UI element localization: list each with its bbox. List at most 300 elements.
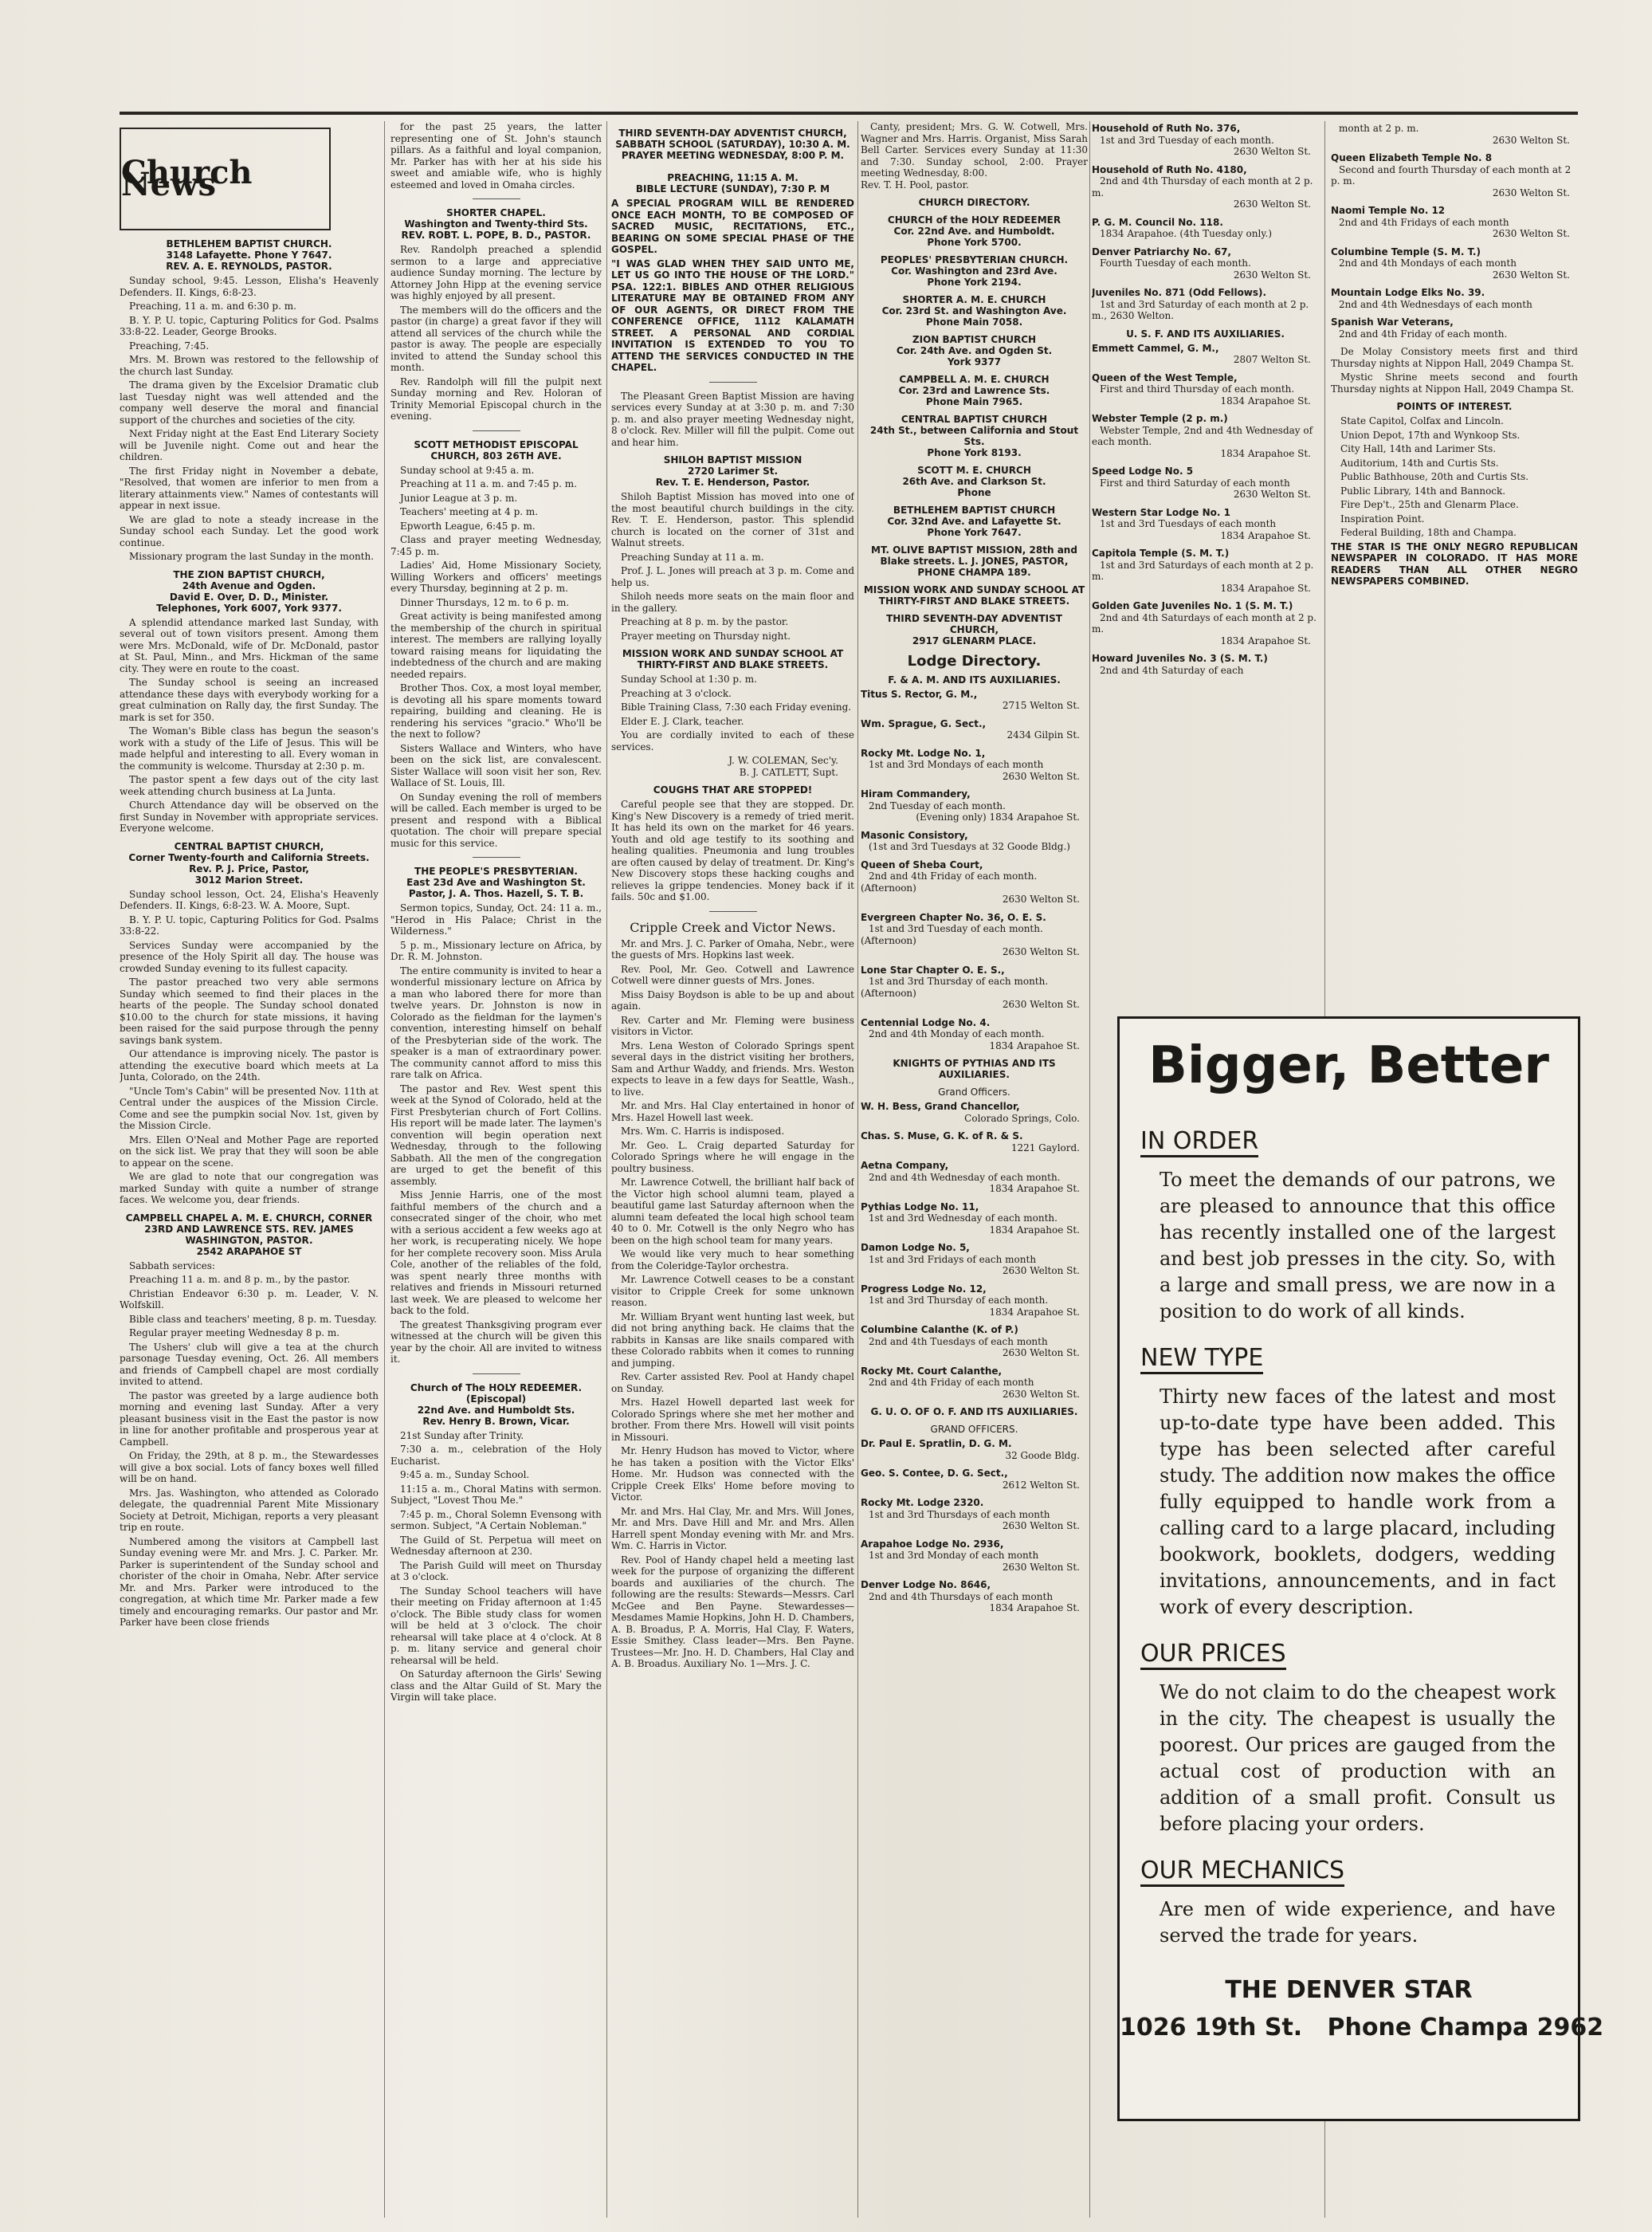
lodge-name: Arapahoe Lodge No. 2936,	[861, 1538, 1004, 1550]
lodge-name: Masonic Consistory,	[861, 829, 968, 841]
lodge-name: Aetna Company,	[861, 1160, 949, 1171]
ad-heading-our-prices: OUR PRICES	[1140, 1640, 1286, 1670]
lodge-address: 1834 Arapahoe St.	[989, 1602, 1080, 1613]
paragraph: Junior League at 3 p. m.	[400, 492, 518, 504]
paragraph: Public Bathhouse, 20th and Curtis Sts.	[1340, 471, 1529, 482]
central-body	[120, 889, 379, 1206]
paragraph: State Capitol, Colfax and Lincoln.	[1340, 415, 1504, 426]
temple-lodges	[1331, 123, 1578, 340]
lodge-entry	[1092, 246, 1319, 281]
shiloh-body	[611, 491, 854, 642]
paragraph: 11:15 a. m., Choral Matins with sermon. Subject, "Lovest Thou Me."	[390, 1483, 602, 1506]
lodge-entry	[861, 1242, 1088, 1277]
paragraph: Rev. Pool of Handy chapel held a meeting last week for the purpose of organizing the different boards and auxiliaries of the church. The following are the results: Stewards—Messrs. Carl McGee and Ben Payne. Stewardesses—Mesdames Mamie Hopkins, John H. D. Chambers, A. B. Broadus, P. A. Morris, Hal Clay, F. Waters, Essie Smithey. Class leader—Mrs. Ben Payne. Trustees—Mr. Jno. H. D. Chambers, Hal Clay and A. B. Broadus. Auxiliary No. 1—Mrs. J. C.	[611, 1554, 854, 1669]
lodge-name: Damon Lodge No. 5,	[861, 1242, 970, 1253]
paragraph: Rev. Randolph preached a splendid sermon to a large and appreciative audience Sunday morning. The lecture by Attorney John Hipp at the evening service was highly enjoyed by all present.	[390, 244, 602, 301]
paragraph: Sunday school at 9:45 a. m.	[400, 464, 535, 476]
lodge-entry	[1331, 152, 1578, 198]
paragraph: Mrs. M. Brown was restored to the fellowship of the church last Sunday.	[120, 354, 379, 377]
lodge-name: Queen Elizabeth Temple No. 8	[1331, 152, 1493, 163]
kp-subheading: Grand Officers.	[938, 1087, 1010, 1098]
lodge-schedule: 2nd and 4th Friday of each month.	[1339, 328, 1508, 340]
kp-heading: KNIGHTS OF PYTHIAS AND ITS AUXILIARIES.	[893, 1058, 1056, 1080]
separator	[473, 1373, 520, 1374]
lodge-schedule: 1st and 3rd Thursday of each month.	[869, 1295, 1049, 1306]
lodge-address: 1834 Arapahoe St.	[1220, 529, 1311, 541]
lodge-entry	[861, 1324, 1088, 1359]
lodge-schedule: 1834 Arapahoe. (4th Tuesday only.)	[1100, 228, 1273, 239]
paragraph: Mr. Lawrence Cotwell, the brilliant half back of the Victor high school alumni team, played a beautiful game last Saturday afternoon when the alumni team defeated the local high school team 40 to 0. Mr. Cotwell is the only Negro who has been on the high school team for many years.	[611, 1177, 854, 1246]
lodge-schedule: 1st and 3rd Thursday of each month. (Afternoon)	[861, 976, 1049, 999]
mission-signature-2: B. J. CATLETT, Supt.	[739, 766, 838, 778]
column-divider	[384, 121, 385, 2218]
paragraph: Ladies' Aid, Home Missionary Society, Willing Workers and officers' meetings every Thursday, beginning at 2 p. m.	[390, 560, 602, 594]
mission-body	[611, 674, 854, 753]
paragraph: Inspiration Point.	[1340, 513, 1425, 525]
scott-heading: SCOTT METHODIST EPISCOPAL CHURCH, 803 26TH AVE.	[414, 438, 579, 462]
lodge-entry	[861, 1366, 1088, 1401]
paragraph: B. Y. P. U. topic, Capturing Politics for God. Psalms 33:8-22. Leader, George Brooks.	[120, 314, 379, 337]
lodge-name: W. H. Bess, Grand Chancellor,	[861, 1101, 1020, 1112]
shorter-heading: SHORTER CHAPEL. Washington and Twenty-third Sts. REV. ROBT. L. POPE, B. D., PASTOR.	[401, 207, 591, 241]
shiloh-heading: SHILOH BAPTIST MISSION 2720 Larimer St. Rev. T. E. Henderson, Pastor.	[655, 454, 810, 488]
directory-entry: CAMPBELL A. M. E. CHURCH Cor. 23rd and Lawrence Sts. Phone Main 7965.	[898, 374, 1050, 407]
paragraph: Next Friday night at the East End Literary Society will be Juvenile night. Come out and hear the children.	[120, 428, 379, 462]
mystic-shrine-notice: Mystic Shrine meets second and fourth Thursday nights at Nippon Hall, 2049 Champa St.	[1331, 371, 1578, 395]
church-directory-list	[861, 214, 1088, 646]
paragraph: The Sunday School teachers will have their meeting on Friday afternoon at 1:45 o'clock. The Bible study class for women will be held at 3 o'clock. The choir rehearsal will take place at 4 o'clock. At 8 p. m. litany service and general choir rehearsal will be held.	[390, 1585, 602, 1666]
lodge-schedule: Fourth Tuesday of each month.	[1100, 257, 1251, 269]
lodge-schedule: 2nd and 4th Saturdays of each month at 2 p. m.	[1092, 611, 1316, 635]
lodge-schedule: Webster Temple, 2nd and 4th Wednesday of each month.	[1092, 424, 1313, 447]
paragraph: Mr. William Bryant went hunting last week, but did not bring anything back. He claims that the rabbits in Kansas are like snails compared with these Colorado rabbits when it comes to running and jumping.	[611, 1311, 854, 1369]
lodge-address: 1834 Arapahoe St.	[989, 1306, 1080, 1318]
lodge-address: 1834 Arapahoe St.	[989, 1039, 1080, 1051]
paragraph: Preaching 11 a. m. and 8 p. m., by the pastor.	[129, 1274, 351, 1285]
paragraph: The drama given by the Excelsior Dramatic club last Tuesday night was well attended and the company well deserve the moral and financial support of the churches and societies of the city.	[120, 379, 379, 426]
separator	[473, 198, 520, 199]
lodge-schedule: 1st and 3rd Tuesday of each month. (Afternoon)	[861, 923, 1043, 946]
ad-heading-in-order: IN ORDER	[1140, 1127, 1258, 1157]
paragraph: Rev. Carter assisted Rev. Pool at Handy chapel on Sunday.	[611, 1371, 854, 1394]
lodge-address: 2630 Welton St.	[1002, 770, 1080, 782]
lodge-entry	[1092, 164, 1319, 210]
adventist-quote: "I WAS GLAD WHEN THEY SAID UNTO ME, LET US GO INTO THE HOUSE OF THE LORD." PSA. 122:1. BIBLES AND OTHER RELIGIOUS LITERATURE MAY BE OBTAINED FROM ANY OF OUR AGENTS, OR DIRECT FROM THE CONFERENCE OFFICE, 1112 KALAMATH STREET. A PERSONAL AND CORDIAL INVITATION IS EXTENDED TO YOU TO ATTEND THE SERVICES CONDUCTED IN THE CHAPEL.	[611, 257, 854, 373]
lodge-name: Golden Gate Juveniles No. 1 (S. M. T.)	[1092, 600, 1293, 611]
lodge-entry	[861, 1497, 1088, 1532]
lodge-name: Pythias Lodge No. 11,	[861, 1200, 979, 1212]
paragraph: Numbered among the visitors at Campbell last Sunday evening were Mr. and Mrs. J. C. Parker. Mr. Parker is superintendent of the Sunday school and chorister of the choir in Omaha, Nebr. After service Mr. and Mrs. Parker were introduced to the congregation, at which time Mr. Parker made a few timely and encouraging remarks. Our pastor and Mr. Parker have been close friends	[120, 1535, 379, 1628]
lodge-name: Western Star Lodge No. 1	[1092, 506, 1230, 518]
paragraph: Mr. and Mrs. Hal Clay, Mr. and Mrs. Will Jones, Mr. and Mrs. Dave Hill and Mr. and Mrs. Allen Harrell spent Monday evening with Mr. and Mrs. Wm. C. Harris in Victor.	[611, 1505, 854, 1551]
usf-heading: U. S. F. AND ITS AUXILIARIES.	[1126, 328, 1285, 340]
lodge-entry	[1331, 287, 1578, 310]
lodge-entry	[861, 1201, 1088, 1236]
lodge-entry	[861, 912, 1088, 958]
lodge-entry	[1331, 205, 1578, 240]
paragraph: Rev. Randolph will fill the pulpit next Sunday morning and Rev. Holoran of Trinity Memorial Episcopal church in the evening.	[390, 375, 602, 422]
paragraph: Missionary program the last Sunday in the month.	[129, 551, 375, 562]
lodge-address: 1834 Arapahoe St.	[1220, 447, 1311, 459]
lodge-schedule: 2nd and 4th Thursdays of each month	[869, 1590, 1054, 1602]
lodge-name: Rocky Mt. Lodge No. 1,	[861, 747, 986, 759]
zion-body	[120, 617, 379, 835]
paragraph: The pastor preached two very able sermons Sunday which seemed to find their places in the hearts of the people. The Sunday school donated $10.00 to the church for state missions, it having been raised for the said purpose through the penny savings bank system.	[120, 976, 379, 1046]
paragraph: You are cordially invited to each of these services.	[611, 729, 854, 753]
column-divider	[857, 121, 858, 2218]
lodge-address: 32 Goode Bldg.	[1005, 1449, 1080, 1461]
lodge-address: 2630 Welton St.	[1002, 1520, 1080, 1531]
paragraph: Brother Thos. Cox, a most loyal member, is devoting all his spare moments toward repairing, building and cleaning. He is rendering his services "gracio." Who'll be the next to follow?	[390, 682, 602, 740]
lodge-address: 1834 Arapahoe St.	[989, 1224, 1080, 1236]
lodge-address: 1834 Arapahoe St.	[989, 1183, 1080, 1194]
lodge-name: Denver Lodge No. 8646,	[861, 1579, 991, 1590]
paragraph: Preaching Sunday at 11 a. m.	[621, 551, 764, 563]
paragraph: Our attendance is improving nicely. The pastor is attending the executive board which meets at La Junta, Colorado, on the 24th.	[120, 1048, 379, 1083]
lodge-name: Speed Lodge No. 5	[1092, 466, 1194, 477]
lodge-address: 2630 Welton St.	[1002, 1265, 1080, 1276]
paragraph: Federal Building, 18th and Champa.	[1340, 527, 1517, 538]
lodge-entry	[861, 1101, 1088, 1124]
column-4	[861, 121, 1088, 2218]
shorter-body	[390, 244, 602, 422]
paragraph: On Sunday evening the roll of members will be called. Each member is urged to be present and respond with a Biblical quotation. The choir will prepare special music for this service.	[390, 791, 602, 849]
lodge-address: 2715 Welton St.	[1002, 700, 1080, 711]
paragraph: The pastor spent a few days out of the city last week attending church business at La Junta.	[120, 774, 379, 797]
demolay-notice: De Molay Consistory meets first and third Thursday nights at Nippon Hall, 2049 Champa St.	[1331, 346, 1578, 369]
lodge-schedule: 2nd and 4th Mondays of each month	[1339, 257, 1517, 269]
directory-entry: MISSION WORK AND SUNDAY SCHOOL AT THIRTY-FIRST AND BLAKE STREETS.	[863, 584, 1085, 607]
paragraph: Public Library, 14th and Bannock.	[1340, 485, 1506, 497]
lodge-name: P. G. M. Council No. 118.	[1092, 216, 1223, 228]
lodge-entry	[1092, 287, 1319, 322]
lodge-name: Howard Juveniles No. 3 (S. M. T.)	[1092, 653, 1268, 664]
paragraph: The Ushers' club will give a tea at the church parsonage Tuesday evening, Oct. 26. All members and friends of Campbell chapel are most cordially invited to attend.	[120, 1341, 379, 1387]
paragraph: Mr. and Mrs. Hal Clay entertained in honor of Mrs. Hazel Howell last week.	[611, 1100, 854, 1123]
masthead-box	[120, 128, 331, 230]
lodge-schedule: First and third Thursday of each month.	[1100, 383, 1295, 395]
campbell-body	[120, 1260, 379, 1629]
directory-entry: ZION BAPTIST CHURCH Cor. 24th Ave. and Ogden St. York 9377	[896, 334, 1053, 367]
paragraph: Mr. Geo. L. Craig departed Saturday for Colorado Springs where he will engage in the poultry business.	[611, 1139, 854, 1174]
lodge-entry	[1092, 466, 1319, 501]
paragraph: Mr. and Mrs. J. C. Parker of Omaha, Nebr., were the guests of Mrs. Hopkins last week.	[611, 937, 854, 961]
lodge-entry	[1331, 316, 1578, 340]
lodge-schedule: 1st and 3rd Saturdays of each month at 2 p. m.	[1092, 559, 1314, 582]
ad-company-address: 1026 19th St. Phone Champa 2962	[1120, 2014, 1604, 2041]
lodge-address: 1221 Gaylord.	[1010, 1142, 1080, 1153]
paragraph: The Parish Guild will meet on Thursday at 3 o'clock.	[390, 1559, 602, 1582]
lodge-name: Mountain Lodge Elks No. 39.	[1331, 287, 1485, 298]
lodge-schedule: 1st and 3rd Thursdays of each month	[869, 1508, 1050, 1520]
paragraph: Fire Dep't., 25th and Glenarm Place.	[1340, 499, 1519, 510]
paragraph: Elder E. J. Clark, teacher.	[621, 715, 744, 727]
lodge-entry	[1092, 217, 1319, 240]
lodge-name: Centennial Lodge No. 4.	[861, 1016, 991, 1028]
lodge-entry	[1092, 600, 1319, 646]
lodge-address: 2630 Welton St.	[1492, 228, 1570, 239]
lodge-entry	[1092, 123, 1319, 158]
column-1	[120, 121, 379, 2218]
lodge-address: 2630 Welton St.	[1492, 134, 1570, 146]
paragraph: Prof. J. L. Jones will preach at 3 p. m. Come and help us.	[611, 565, 854, 588]
lodge-name: Geo. S. Contee, D. G. Sect.,	[861, 1468, 1008, 1479]
lodge-name: Capitola Temple (S. M. T.)	[1092, 548, 1230, 559]
lodge-name: Queen of the West Temple,	[1092, 371, 1238, 383]
lodge-entry	[861, 1438, 1088, 1461]
directory-entry: SCOTT M. E. CHURCH 26th Ave. and Clarkson St. Phone	[902, 465, 1046, 498]
lodge-address: 2630 Welton St.	[1233, 269, 1311, 281]
coughs-text: Careful people see that they are stopped. Dr. King's New Discovery is a remedy of tried merit. It has held its own on the market for 46 years. Youth and old age testify to its soothing and healing qualities. Pneumonia and lung troubles are often caused by delay of treatment. Dr. King's New Discovery stops these hacking coughs and relieves la grippe tendencies. Money back if it fails. 50c and $1.00.	[611, 799, 854, 902]
paragraph: The Woman's Bible class has begun the season's work with a study of the Life of Jesus. This will be made helpful and interesting to all. Every woman in the community is welcome. Thursday at 2:30 p. m.	[120, 725, 379, 772]
lodge-address: 2630 Welton St.	[1233, 198, 1311, 210]
paragraph: "Uncle Tom's Cabin" will be presented Nov. 11th at Central under the auspices of the Mission Circle. Come and see the pumpkin social Nov. 1st, given by the Mission Circle.	[120, 1085, 379, 1131]
paragraph: Rev. Carter and Mr. Fleming were business visitors in Victor.	[611, 1014, 854, 1037]
lodge-address: 1834 Arapahoe St.	[1220, 582, 1311, 594]
paragraph: B. Y. P. U. topic, Capturing Politics for God. Psalms 33:8-22.	[120, 914, 379, 937]
paragraph: Services Sunday were accompanied by the presence of the Holy Spirit all day. The house was crowded Sunday evening to its fullest capacity.	[120, 939, 379, 974]
lodge-name: Columbine Temple (S. M. T.)	[1331, 246, 1481, 257]
paragraph: Sisters Wallace and Winters, who have been on the sick list, are convalescent. Sister Wallace will soon visit her son, Rev. Wallace of St. Louis, Ill.	[390, 742, 602, 788]
cripple-creek-body	[611, 938, 854, 1670]
lodge-address: 2630 Welton St.	[1492, 269, 1570, 281]
points-of-interest-list	[1331, 415, 1578, 539]
lodge-name: Lone Star Chapter O. E. S.,	[861, 964, 1005, 976]
kp-lodges	[861, 1101, 1088, 1400]
paragraph: Regular prayer meeting Wednesday 8 p. m.	[129, 1327, 340, 1338]
lodge-entry	[861, 830, 1088, 853]
lodge-name: Chas. S. Muse, G. K. of R. & S.	[861, 1130, 1023, 1142]
paragraph: 5 p. m., Missionary lecture on Africa, by Dr. R. M. Johnston.	[390, 939, 602, 962]
church-directory-heading: CHURCH DIRECTORY.	[918, 197, 1030, 208]
column-3	[611, 121, 854, 2218]
separator	[709, 911, 757, 912]
lodge-entry	[1092, 653, 1319, 676]
lodge-address: 2630 Welton St.	[1002, 1561, 1080, 1573]
paragraph: Shiloh Baptist Mission has moved into one of the most beautiful church buildings in the city. Rev. T. E. Henderson, pastor. This splendid church is located on the corner of 31st and Walnut streets.	[611, 491, 854, 548]
scott-body	[390, 465, 602, 850]
lodge-name: Spanish War Veterans,	[1331, 316, 1454, 328]
paragraph: Auditorium, 14th and Curtis Sts.	[1340, 457, 1499, 469]
paragraph: Teachers' meeting at 4 p. m.	[400, 506, 539, 517]
lodge-entry	[861, 1468, 1088, 1491]
lodge-entry	[1092, 548, 1319, 594]
paragraph: The Sunday school is seeing an increased attendance these days with everybody working for a great culmination on Rally day, the first Sunday. The mark is set for 350.	[120, 677, 379, 723]
paragraph: Preaching, 11 a. m. and 6:30 p. m.	[129, 301, 296, 312]
lodge-address: 2630 Welton St.	[1492, 187, 1570, 198]
adventist-heading: THIRD SEVENTH-DAY ADVENTIST CHURCH, SABBATH SCHOOL (SATURDAY), 10:30 A. M. PRAYER MEETING WEDNESDAY, 8:00 P. M. PREACHING, 11:15 A. M. BIBLE LECTURE (SUNDAY), 7:30 P. M	[615, 128, 850, 195]
paragraph: Miss Daisy Boydson is able to be up and about again.	[611, 988, 854, 1012]
paragraph: The members will do the officers and the pastor (in charge) a great favor if they will attend all services of the church while the pastor is away. The people are especially invited to attend the Sunday school this month.	[390, 304, 602, 373]
paragraph: Mrs. Ellen O'Neal and Mother Page are reported on the sick list. We pray that they will soon be able to appear on the scene.	[120, 1134, 379, 1169]
lodge-schedule: 1st and 3rd Tuesday of each month.	[1100, 134, 1274, 146]
lodge-schedule: First and third Saturday of each month	[1100, 477, 1290, 489]
guo-heading: G. U. O. OF O. F. AND ITS AUXILIARIES.	[870, 1406, 1078, 1417]
paragraph: Shiloh needs more seats on the main floor and in the gallery.	[611, 591, 854, 614]
lodge-schedule: 2nd and 4th Friday of each month	[869, 1377, 1034, 1388]
lodge-name: Evergreen Chapter No. 36, O. E. S.	[861, 911, 1046, 923]
paragraph: Dinner Thursdays, 12 m. to 6 p. m.	[400, 596, 570, 608]
ruth-lodges	[1092, 123, 1319, 322]
directory-entry: PEOPLES' PRESBYTERIAN CHURCH. Cor. Washington and 23rd Ave. Phone York 2194.	[880, 254, 1069, 288]
lodge-entry	[861, 1538, 1088, 1574]
lodge-address: 1834 Arapahoe St.	[1220, 635, 1311, 646]
star-notice: THE STAR IS THE ONLY NEGRO REPUBLICAN NEWSPAPER IN COLORADO. IT HAS MORE READERS THAN ALL OTHER NEGRO NEWSPAPERS COMBINED.	[1331, 540, 1578, 587]
lodge-address: 2630 Welton St.	[1233, 489, 1311, 500]
lodge-name: Household of Ruth No. 376,	[1092, 123, 1241, 134]
lodge-schedule: 2nd and 4th Thursday of each month at 2 p. m.	[1092, 175, 1313, 198]
paragraph: Sabbath services:	[129, 1259, 215, 1271]
paragraph: 7:30 a. m., celebration of the Holy Eucharist.	[390, 1444, 602, 1467]
paragraph: We would like very much to hear something from the Coleridge-Taylor orchestra.	[611, 1248, 854, 1271]
lodge-entry	[861, 788, 1088, 823]
lodge-name: Juveniles No. 871 (Odd Fellows).	[1092, 287, 1267, 298]
ad-paragraph-our-mechanics: Are men of wide experience, and have served the trade for years.	[1160, 1898, 1556, 1947]
points-of-interest-heading: POINTS OF INTEREST.	[1396, 401, 1513, 412]
ad-heading-new-type: NEW TYPE	[1140, 1344, 1263, 1374]
paragraph: Miss Jennie Harris, one of the most faithful members of the church and a consecrated singer of the choir, who met with a serious accident a few weeks ago at her work, is recuperating nicely. We hope for her complete recovery soon. Miss Arula Cole, another of the reliables of the fold, was spent nearly three months with relatives and friends in Missouri returned last week. We are pleased to welcome her back to the fold.	[390, 1189, 602, 1316]
paragraph: Mrs. Hazel Howell departed last week for Colorado Springs where she met her mother and brother. From there Mrs. Howell will visit points in Missouri.	[611, 1397, 854, 1443]
directory-entry: THIRD SEVENTH-DAY ADVENTIST CHURCH, 2917 GLENARM PLACE.	[886, 613, 1062, 646]
lodge-name: Emmett Cammel, G. M.,	[1092, 342, 1219, 354]
separator	[473, 430, 520, 431]
lodge-schedule: 1st and 3rd Monday of each month	[869, 1550, 1039, 1561]
lodge-address: 2630 Welton St.	[1233, 146, 1311, 157]
paragraph: On Saturday afternoon the Girls' Sewing class and the Altar Guild of St. Mary the Virgin will take place.	[390, 1668, 602, 1703]
paragraph: Sunday school, 9:45. Lesson, Elisha's Heavenly Defenders. II. Kings, 6:8-23.	[120, 275, 379, 298]
lodge-entry	[1092, 413, 1319, 459]
ad-company-name: THE DENVER STAR	[1225, 1976, 1473, 2004]
lodge-name: Columbine Calanthe (K. of P.)	[861, 1324, 1018, 1335]
paragraph: Sermon topics, Sunday, Oct. 24: 11 a. m., "Herod in His Palace; Christ in the Wilderness."	[390, 902, 602, 937]
lodge-entry	[1092, 372, 1319, 407]
lodge-address: 2807 Welton St.	[1233, 354, 1311, 365]
fam-lodges	[861, 689, 1088, 1052]
ad-heading-our-mechanics: OUR MECHANICS	[1140, 1857, 1344, 1887]
fam-heading: F. & A. M. AND ITS AUXILIARIES.	[888, 674, 1061, 686]
paragraph: The pastor and Rev. West spent this week at the Synod of Colorado, held at the First Presbyterian church of Fort Collins. His report will be made later. The laymen's convention will begin operation next Wednesday, through to the following Sabbath. All the men of the congregation are urged to get the benefit of this assembly.	[390, 1083, 602, 1187]
peoples-heading: THE PEOPLE'S PRESBYTERIAN. East 23d Ave and Washington St. Pastor, J. A. Thos. Hazell, S. T. B.	[406, 866, 586, 899]
lodge-entry	[861, 689, 1088, 712]
paragraph: Class and prayer meeting Wednesday, 7:45 p. m.	[390, 534, 602, 557]
lodge-address: 2630 Welton St.	[1002, 946, 1080, 957]
lodge-address: (Evening only) 1834 Arapahoe St.	[916, 811, 1080, 823]
lodge-schedule: 2nd and 4th Monday of each month.	[869, 1028, 1045, 1039]
handy-chapel-continued: Canty, president; Mrs. G. W. Cotwell, Mrs. Wagner and Mrs. Harris. Organist, Miss Sarah Bell Carter. Services every Sunday at 11:30 and 7:30. Sunday school, 2:00. Prayer meeting Wednesday, 8:00. Rev. T. H. Pool, pastor.	[861, 121, 1088, 191]
lodge-schedule: 1st and 3rd Tuesdays of each month	[1100, 518, 1277, 529]
ad-paragraph-in-order: To meet the demands of our patrons, we are pleased to announce that this office has recently installed one of the largest and best job presses in the city. So, with a large and small press, we are now in a position to do work of all kinds.	[1160, 1169, 1556, 1322]
paragraph: Sunday School at 1:30 p. m.	[621, 674, 757, 685]
guo-lodges	[861, 1438, 1088, 1614]
directory-entry: CHURCH of the HOLY REDEEMER Cor. 22nd Ave. and Humboldt. Phone York 5700.	[887, 214, 1061, 248]
column-divider	[1089, 121, 1090, 2218]
lodge-schedule: 2nd and 4th Tuesdays of each month	[869, 1335, 1048, 1347]
lodge-schedule: 2nd and 4th Saturday of each	[1100, 664, 1244, 676]
lodge-name: Rocky Mt. Lodge 2320.	[861, 1497, 984, 1508]
paragraph: Church Attendance day will be observed on the first Sunday in November with appropriate services. Everyone welcome.	[120, 800, 379, 834]
lodge-address: Colorado Springs, Colo.	[964, 1112, 1080, 1124]
paragraph: Mrs. Jas. Washington, who attended as Colorado delegate, the quadrennial Parent Mite Missionary Society at Detroit, Michigan, reports a very pleasant trip en route.	[120, 1487, 379, 1533]
paragraph: Mrs. Lena Weston of Colorado Springs spent several days in the district visiting her brothers, Sam and Arthur Waddy, and friends. Mrs. Weston expects to leave in a few days for Seattle, Wash., to live.	[611, 1039, 854, 1098]
separator	[473, 857, 520, 858]
paragraph: 7:45 p. m., Choral Solemn Evensong with sermon. Subject, "A Certain Nobleman."	[390, 1508, 602, 1531]
lodge-entry	[861, 1283, 1088, 1318]
bethlehem-body	[120, 275, 379, 563]
lodge-entry	[861, 965, 1088, 1011]
paragraph: The Guild of St. Perpetua will meet on Wednesday afternoon at 230.	[390, 1534, 602, 1557]
directory-entry: MT. OLIVE BAPTIST MISSION, 28th and Blake streets. L. J. JONES, PASTOR, PHONE CHAMPA 189.	[871, 544, 1077, 578]
column-2	[390, 121, 602, 2218]
paragraph: Preaching at 11 a. m. and 7:45 p. m.	[400, 478, 577, 489]
lodge-address: 2630 Welton St.	[1002, 999, 1080, 1010]
top-rule	[120, 112, 1578, 115]
usf-lodges	[1092, 343, 1319, 677]
cripple-creek-heading: Cripple Creek and Victor News.	[630, 919, 836, 935]
holy-redeemer-heading: Church of The HOLY REDEEMER. (Episcopal) 22nd Ave. and Humboldt Sts. Rev. Henry B. Brown, Vicar.	[410, 1381, 583, 1427]
lodge-entry	[861, 1579, 1088, 1614]
peoples-body	[390, 902, 602, 1366]
paragraph: Sunday school lesson, Oct. 24, Elisha's Heavenly Defenders. II. Kings, 6:8-23. W. A. Moore, Supt.	[120, 888, 379, 911]
paragraph: Mr. Lawrence Cotwell ceases to be a constant visitor to Cripple Creek for some unknown reason.	[611, 1274, 854, 1308]
lodge-schedule: month at 2 p. m.	[1339, 123, 1419, 134]
paragraph: City Hall, 14th and Larimer Sts.	[1340, 443, 1497, 454]
campbell-heading: CAMPBELL CHAPEL A. M. E. CHURCH, CORNER 23RD AND LAWRENCE STS. REV. JAMES WASHINGTON, PASTOR. 2542 ARAPAHOE ST	[125, 1212, 373, 1257]
paragraph: Bible Training Class, 7:30 each Friday evening.	[621, 701, 852, 713]
lodge-entry	[861, 1130, 1088, 1153]
lodge-name: Dr. Paul E. Spratlin, D. G. M.	[861, 1438, 1012, 1449]
lodge-name: Rocky Mt. Court Calanthe,	[861, 1365, 1003, 1377]
lodge-schedule: 1st and 3rd Fridays of each month	[869, 1253, 1037, 1265]
paragraph: We are glad to note that our congregation was marked Sunday with quite a number of strange faces. We welcome you, dear friends.	[120, 1171, 379, 1205]
adventist-notice: A SPECIAL PROGRAM WILL BE RENDERED ONCE EACH MONTH, TO BE COMPOSED OF SACRED MUSIC, RECITATIONS, ETC., BEARING ON SOME SPECIAL PHASE OF THE GOSPEL.	[611, 198, 854, 255]
continued-paragraph: for the past 25 years, the latter representing one of St. John's staunch pillars. As a faithful and loyal companion, Mr. Parker has with her at his side his sweet and amiable wife, who is highly esteemed and loved in Omaha circles.	[390, 121, 602, 191]
holy-redeemer-body	[390, 1430, 602, 1703]
pleasant-green-paragraph: The Pleasant Green Baptist Mission are having services every Sunday at at 3:30 p. m. and 7:30 p. m. and also prayer meeting Wednesday night, 8 o'clock. Rev. Miller will fill the pulpit. Come out and hear him.	[611, 390, 854, 448]
coughs-heading: COUGHS THAT ARE STOPPED!	[653, 784, 813, 796]
ad-title: Bigger, Better	[1148, 1036, 1549, 1095]
lodge-schedule: 1st and 3rd Wednesday of each month.	[869, 1212, 1058, 1224]
paragraph: Prayer meeting on Thursday night.	[621, 630, 791, 642]
lodge-entry	[1331, 123, 1578, 146]
ad-paragraph-our-prices: We do not claim to do the cheapest work in the city. The cheapest is usually the poorest. Our prices are gauged from the actual cost of production with an addition of a small profit. Consult us before placing your orders.	[1160, 1681, 1556, 1835]
bethlehem-heading: BETHLEHEM BAPTIST CHURCH. 3148 Lafayette. Phone Y 7647. REV. A. E. REYNOLDS, PASTOR.	[166, 238, 332, 272]
lodge-address: 2630 Welton St.	[1002, 894, 1080, 905]
lodge-name: Hiram Commandery,	[861, 788, 971, 800]
separator	[709, 382, 757, 383]
lodge-name: Webster Temple (2 p. m.)	[1092, 413, 1228, 424]
mission-heading: MISSION WORK AND SUNDAY SCHOOL AT THIRTY-FIRST AND BLAKE STREETS.	[622, 648, 844, 670]
lodge-entry	[1331, 246, 1578, 281]
lodge-name: Progress Lodge No. 12,	[861, 1283, 987, 1295]
paragraph: Bible class and teachers' meeting, 8 p. m. Tuesday.	[129, 1313, 377, 1325]
lodge-name: Naomi Temple No. 12	[1331, 205, 1446, 216]
paragraph: Preaching at 8 p. m. by the pastor.	[621, 616, 789, 627]
lodge-name: Titus S. Rector, G. M.,	[861, 688, 978, 700]
paragraph: Christian Endeavor 6:30 p. m. Leader, V. N. Wolfskill.	[120, 1287, 379, 1311]
directory-entry: SHORTER A. M. E. CHURCH Cor. 23rd St. and Washington Ave. Phone Main 7058.	[881, 294, 1067, 328]
paragraph: Rev. Pool, Mr. Geo. Cotwell and Lawrence Cotwell were dinner guests of Mrs. Jones.	[611, 963, 854, 986]
paragraph: Preaching, 7:45.	[129, 340, 210, 352]
paragraph: The greatest Thanksgiving program ever witnessed at the church will be given this year by the choir. All are invited to witness it.	[390, 1318, 602, 1365]
lodge-name: Queen of Sheba Court,	[861, 859, 983, 870]
lodge-address: 2612 Welton St.	[1002, 1479, 1080, 1491]
directory-entry: BETHLEHEM BAPTIST CHURCH Cor. 32nd Ave. and Lafayette St. Phone York 7647.	[887, 505, 1061, 538]
lodge-entry	[861, 748, 1088, 783]
paragraph: Union Depot, 17th and Wynkoop Sts.	[1340, 429, 1521, 441]
paragraph: Great activity is being manifested among the membership of the church in spiritual interest. The members are rallying loyally toward raising means for liquidating the indebtedness of the church and are making needed repairs.	[390, 611, 602, 680]
directory-entry: CENTRAL BAPTIST CHURCH 24th St., between California and Stout Sts. Phone York 8193.	[869, 414, 1079, 458]
paragraph: Mrs. Wm. C. Harris is indisposed.	[621, 1126, 785, 1137]
